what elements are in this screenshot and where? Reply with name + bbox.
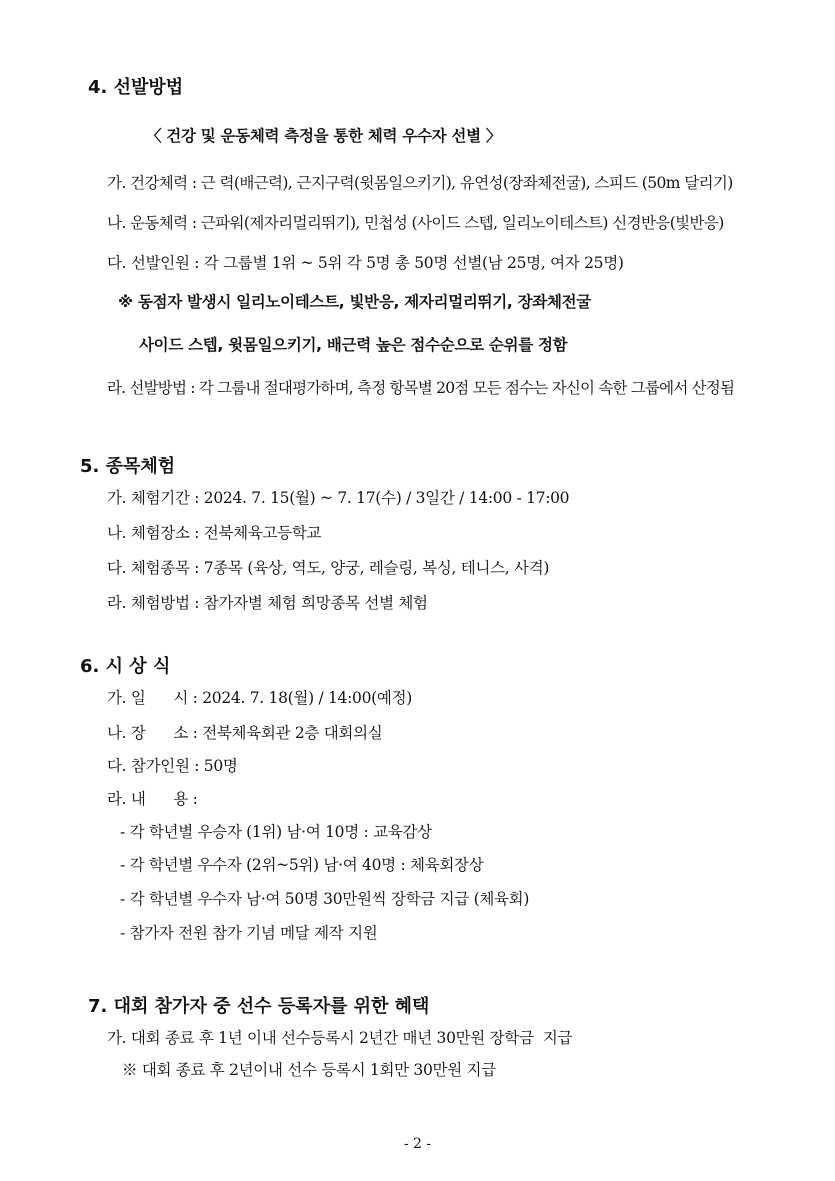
section6-line-ra: 라. 내 용 : (107, 790, 198, 808)
section4-note-line2: 사이드 스텝, 윗몸일으키기, 배근력 높은 점수순으로 순위를 정함 (139, 336, 568, 354)
section4-line-ra: 라. 선발방법 : 각 그룹내 절대평가하며, 측정 항목별 20점 모든 점수는 자신이 속한 그룹에서 산정됨 (107, 379, 735, 397)
section6-line-ga: 가. 일 시 : 2024. 7. 18(월) / 14:00(예정) (107, 689, 413, 707)
section7-heading: 7. 대회 참가자 중 선수 등록자를 위한 혜택 (88, 996, 430, 1017)
section6-item: - 각 학년별 우수자 남·여 50명 30만원씩 장학금 지급 (체육회) (120, 890, 530, 908)
section4-note-line1: ※ 동점자 발생시 일리노이테스트, 빛반응, 제자리멀리뛰기, 장좌체전굴 (118, 293, 591, 311)
section4-line-da: 다. 선발인원 : 각 그룹별 1위 ~ 5위 각 5명 총 50명 선별(남 25명, 여자 25명) (107, 254, 624, 272)
section6-line-na: 나. 장 소 : 전북체육회관 2층 대회의실 (107, 724, 383, 742)
section5-line-ra: 라. 체험방법 : 참가자별 체험 희망종목 선별 체험 (107, 594, 428, 612)
section4-subtitle: 〈 건강 및 운동체력 측정을 통한 체력 우수자 선별 〉 (146, 127, 502, 145)
section4-heading: 4. 선발방법 (88, 77, 184, 98)
section6-item: - 각 학년별 우승자 (1위) 남·여 10명 : 교육감상 (120, 823, 432, 841)
section4-line-na: 나. 운동체력 : 근파워(제자리멀리뛰기), 민첩성 (사이드 스텝, 일리노이테스트) 신경반응(빛반응) (107, 214, 724, 232)
section6-item: - 각 학년별 우수자 (2위~5위) 남·여 40명 : 체육회장상 (120, 856, 484, 874)
page-number: - 2 - (403, 1136, 432, 1152)
section5-heading: 5. 종목체험 (80, 456, 176, 477)
section6-line-da: 다. 참가인원 : 50명 (107, 757, 238, 775)
section5-line-ga: 가. 체험기간 : 2024. 7. 15(월) ~ 7. 17(수) / 3일간 / 14:00 - 17:00 (107, 489, 570, 507)
section7-note: ※ 대회 종료 후 2년이내 선수 등록시 1회만 30만원 지급 (122, 1061, 496, 1079)
section6-heading: 6. 시 상 식 (80, 656, 171, 677)
section4-line-ga: 가. 건강체력 : 근 력(배근력), 근지구력(윗몸일으키기), 유연성(장좌체전굴), 스피드 (50m 달리기) (107, 174, 733, 192)
section5-line-na: 나. 체험장소 : 전북체육고등학교 (107, 524, 322, 542)
section7-line-ga: 가. 대회 종료 후 1년 이내 선수등록시 2년간 매년 30만원 장학금 지급 (107, 1029, 573, 1047)
section5-line-da: 다. 체험종목 : 7종목 (육상, 역도, 양궁, 레슬링, 복싱, 테니스, 사격) (107, 559, 550, 577)
section6-item: - 참가자 전원 참가 기념 메달 제작 지원 (120, 924, 378, 942)
